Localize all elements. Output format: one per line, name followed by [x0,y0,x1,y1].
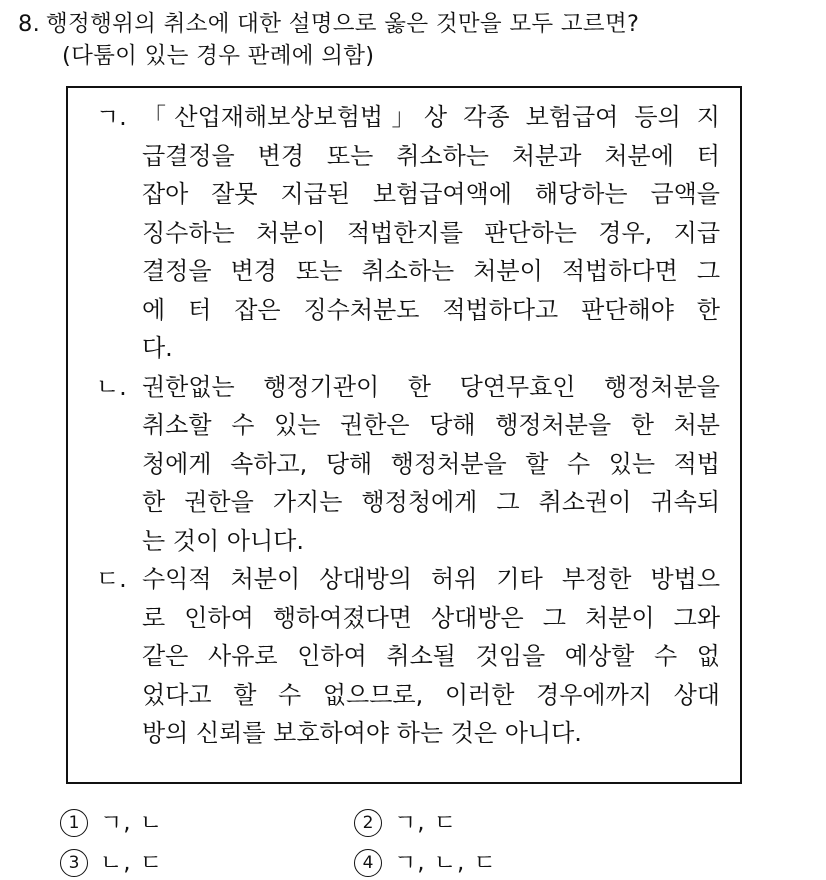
option-text: ㄴ, ㄷ [100,850,164,876]
statement-line: 는 것이 아니다. [142,526,304,555]
statement-line: 청에게 속하고, 당해 행정처분을 할 수 있는 적법 [142,449,720,478]
statement-line: 「산업재해보상보험법」상 각종 보험급여 등의 지 [142,103,720,131]
statement-line: 었다고 할 수 없으므로, 이러한 경우에까지 상대 [142,680,720,709]
question-stem [18,8,818,40]
question [18,8,818,72]
question-number: 8. [18,11,41,37]
statement-line: 수익적 처분이 상대방의 허위 기타 부정한 방법으 [142,565,720,593]
statement-line: 급결정을 변경 또는 취소하는 처분과 처분에 터 [142,141,720,170]
question-note: (다툼이 있는 경우 판례에 의함) [62,43,375,69]
statement-list [96,98,728,753]
option-1[interactable] [60,806,163,840]
statement-line: 다. [142,334,173,362]
option-text: ㄱ, ㄴ [100,810,164,836]
statement-box [66,86,742,784]
statement-line: 징수하는 처분이 적법한지를 판단하는 경우, 지급 [142,218,720,247]
option-number-badge: 3 [60,849,88,877]
option-3[interactable] [60,846,163,880]
option-2[interactable] [354,806,457,840]
statement-line: 방의 신뢰를 보호하여야 하는 것은 아니다. [142,719,582,747]
statement-line: 로 인하여 행하여졌다면 상대방은 그 처분이 그와 [142,603,720,632]
statement-line: 한 권한을 가지는 행정청에게 그 취소권이 귀속되 [142,488,720,516]
question-text: 행정행위의 취소에 대한 설명으로 옳은 것만을 모두 고르면? [46,11,640,37]
option-number-badge: 1 [60,809,88,837]
statement-marker: ㄴ. [96,372,127,401]
option-number-badge: 2 [354,809,382,837]
option-4[interactable] [354,846,497,880]
statement-line: 결정을 변경 또는 취소하는 처분이 적법하다면 그 [142,257,720,285]
option-text: ㄱ, ㄷ [394,810,458,836]
statement-marker: ㄷ. [96,565,127,593]
statement-line: 같은 사유로 인하여 취소될 것임을 예상할 수 없 [142,642,720,670]
option-text: ㄱ, ㄴ, ㄷ [394,850,497,876]
statement-marker: ㄱ. [96,103,127,131]
statement-item [96,98,728,368]
option-number-badge: 4 [354,849,382,877]
statement-line: 잡아 잘못 지급된 보험급여액에 해당하는 금액을 [142,180,720,208]
statement-item [96,368,728,561]
statement-line: 취소할 수 있는 권한은 당해 행정처분을 한 처분 [142,411,720,439]
statement-line: 권한없는 행정기관이 한 당연무효인 행정처분을 [142,372,720,401]
statement-item [96,560,728,753]
statement-line: 에 터 잡은 징수처분도 적법하다고 판단해야 한 [142,295,720,324]
